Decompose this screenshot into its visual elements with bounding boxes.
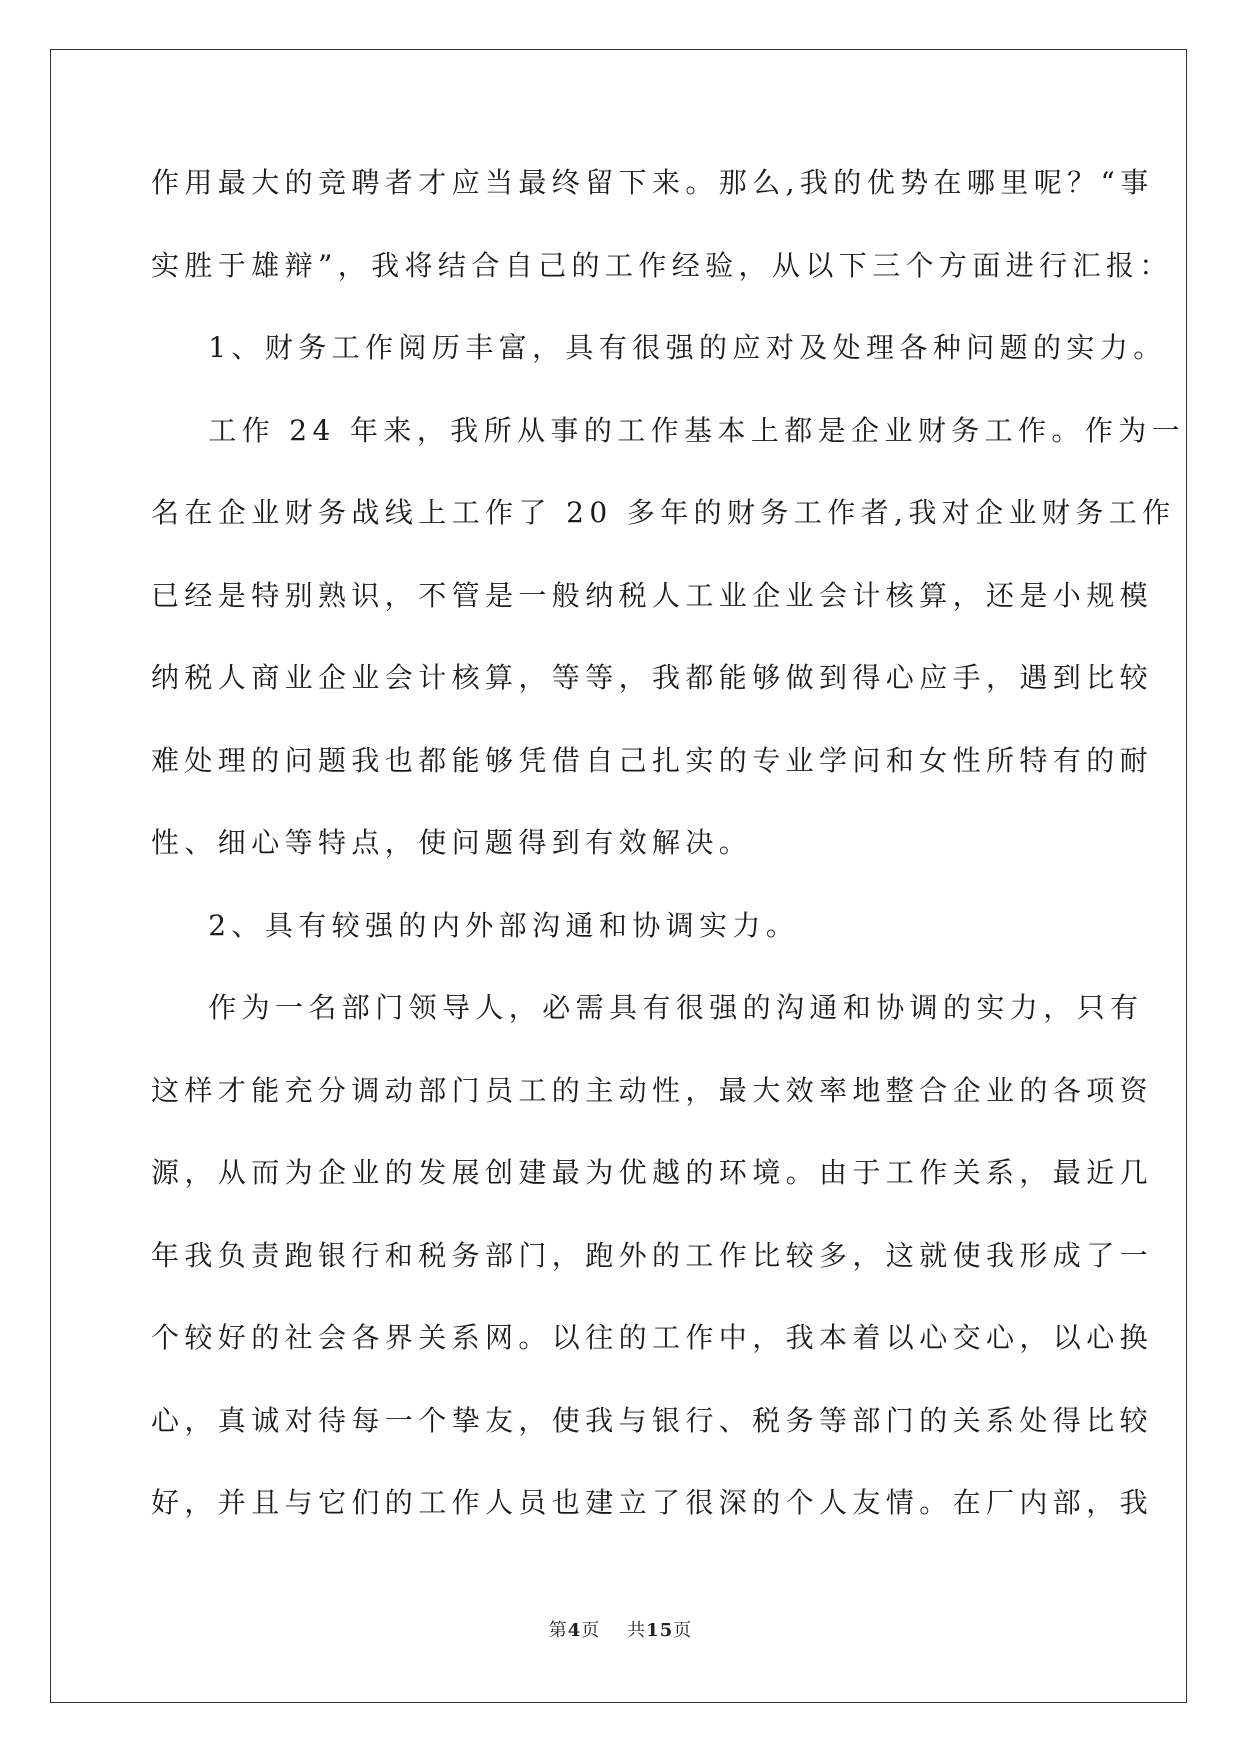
text-line: 1、财务工作阅历丰富，具有很强的应对及处理各种问题的实力。 xyxy=(151,331,1167,364)
text-line: 年我负责跑银行和税务部门，跑外的工作比较多，这就使我形成了一 xyxy=(151,1238,1154,1272)
text-line: 这样才能充分调动部门员工的主动性，最大效率地整合企业的各项资 xyxy=(151,1073,1154,1107)
footer-suffix: 页 xyxy=(673,1620,693,1641)
text-line: 2、具有较强的内外部沟通和协调实力。 xyxy=(151,908,800,942)
text-line: 性、细心等特点，使问题得到有效解决。 xyxy=(151,826,753,859)
text-line: 作用最大的竞聘者才应当最终留下来。那么,我的优势在哪里呢？“事 xyxy=(151,166,1154,199)
page-footer xyxy=(0,1616,1241,1642)
text-line: 作为一名部门领导人，必需具有很强的沟通和协调的实力，只有 xyxy=(151,991,1144,1024)
text-line: 纳税人商业企业会计核算，等等，我都能够做到得心应手，遇到比较 xyxy=(151,661,1154,694)
footer-prefix: 第 xyxy=(548,1620,568,1641)
text-line: 已经是特别熟识，不管是一般纳税人工业企业会计核算，还是小规模 xyxy=(151,578,1154,612)
page-number: 4 xyxy=(567,1620,582,1641)
total-pages: 15 xyxy=(646,1620,674,1641)
text-line: 工作 24 年来，我所从事的工作基本上都是企业财务工作。作为一 xyxy=(151,413,1186,447)
text-line: 个较好的社会各界关系网。以往的工作中，我本着以心交心，以心换 xyxy=(151,1321,1154,1354)
text-line: 难处理的问题我也都能够凭借自己扎实的专业学问和女性所特有的耐 xyxy=(151,743,1154,777)
text-line: 心，真诚对待每一个挚友，使我与银行、税务等部门的关系处得比较 xyxy=(151,1403,1154,1437)
text-line: 实胜于雄辩”，我将结合自己的工作经验，从以下三个方面进行汇报： xyxy=(151,248,1173,282)
footer-mid: 页 共 xyxy=(581,1620,647,1641)
text-line: 名在企业财务战线上工作了 20 多年的财务工作者,我对企业财务工作 xyxy=(151,496,1176,529)
text-line: 好，并且与它们的工作人员也建立了很深的个人友情。在厂内部，我 xyxy=(151,1486,1154,1519)
document-body xyxy=(151,142,1186,1545)
text-line: 源，从而为企业的发展创建最为优越的环境。由于工作关系，最近几 xyxy=(151,1156,1154,1189)
